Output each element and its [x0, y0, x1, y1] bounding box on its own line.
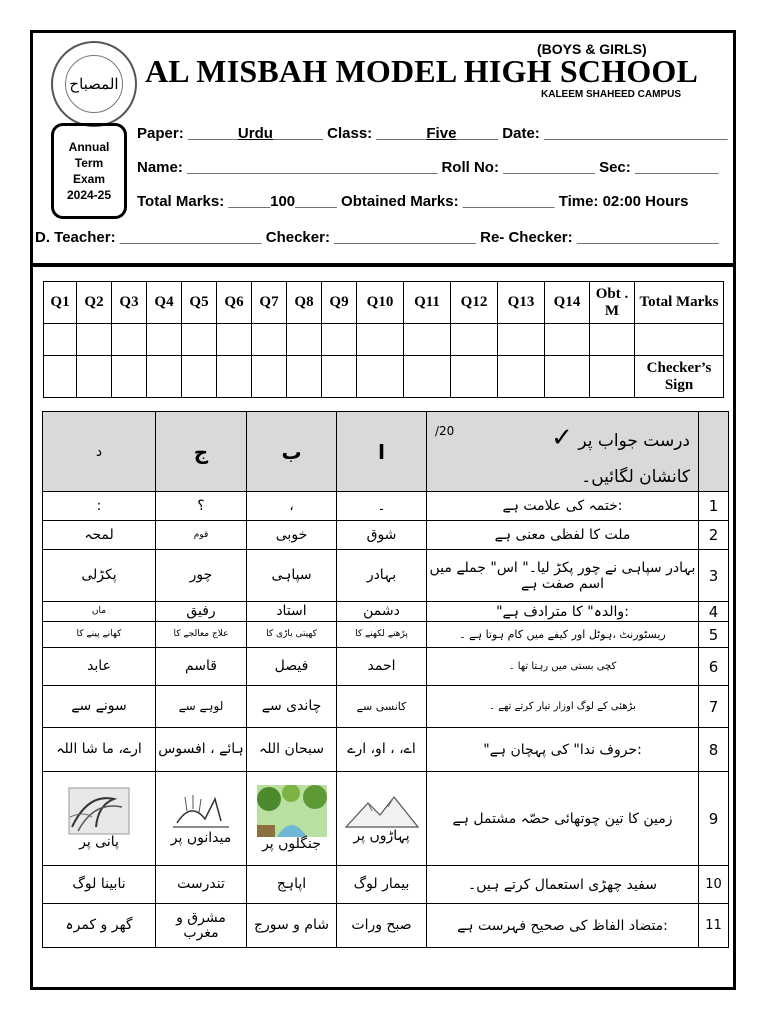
check-mark-icon: ✓ — [551, 423, 573, 453]
term-line: Exam — [72, 172, 106, 186]
total-marks-tail: _____ — [295, 193, 337, 210]
mark-cell[interactable] — [252, 324, 287, 356]
mcq-row — [43, 521, 729, 550]
question-text: سفید چھڑی استعمال کرتے ہیں۔ — [427, 866, 699, 904]
rechecker-field[interactable]: Re- Checker: _________________ — [480, 229, 719, 246]
mark-cell[interactable] — [498, 324, 545, 356]
option-c[interactable]: قاسم — [156, 648, 247, 686]
mcq-row — [43, 622, 729, 648]
total-marks-value: 100 — [270, 193, 296, 210]
question-number: 7 — [699, 686, 729, 728]
option-head-a: ا — [337, 412, 427, 492]
forest-icon — [257, 785, 327, 837]
checker-sign-row — [44, 356, 724, 398]
term-line: Annual — [68, 140, 110, 154]
mark-cell[interactable] — [147, 356, 182, 398]
mark-cell[interactable] — [287, 324, 322, 356]
option-a-picture[interactable] — [337, 772, 427, 866]
campus-name: KALEEM SHAHEED CAMPUS — [541, 89, 682, 100]
mark-cell[interactable] — [77, 324, 112, 356]
paper-value[interactable]: Urdu — [237, 125, 273, 142]
option-b[interactable]: شام و سورج — [247, 904, 337, 948]
question-number: 6 — [699, 648, 729, 686]
logo-emblem: المصباح — [65, 55, 123, 113]
question-text: بہادر سپاہی نے چور پکڑ لیا۔" اس" جملے میں اسم صفت ہے — [427, 550, 699, 602]
mark-cell[interactable] — [44, 356, 77, 398]
mark-cell[interactable] — [147, 324, 182, 356]
mark-cell[interactable] — [322, 356, 357, 398]
time-label: Time: 02:00 Hours — [558, 193, 689, 210]
option-b[interactable]: سپاہی — [247, 550, 337, 602]
term-line: Term — [74, 156, 104, 170]
q-header: Q2 — [77, 282, 112, 324]
q-header: Q1 — [44, 282, 77, 324]
question-number: 3 — [699, 550, 729, 602]
paper-tail: ______ — [272, 125, 323, 142]
option-d[interactable]: پکڑلی — [43, 550, 156, 602]
total-marks-label: Total Marks: _____ — [137, 193, 271, 210]
total-marks-header: Total Marks — [635, 282, 724, 324]
option-d[interactable]: کھانے پینے کا — [43, 622, 156, 648]
question-text: :متضاد الفاظ کی صحیح فہرست ہے — [427, 904, 699, 948]
q-header: Q7 — [252, 282, 287, 324]
paper-label: Paper: ______ — [137, 125, 238, 142]
q-header: Q14 — [545, 282, 590, 324]
mcq-row — [43, 602, 729, 622]
mark-cell[interactable] — [182, 356, 217, 398]
question-text: ریسٹورنٹ ،ہوٹل اور کیفے میں کام ہوتا ہے ۔ — [427, 622, 699, 648]
mcq-row — [43, 686, 729, 728]
boys-girls-label: (BOYS & GIRLS) — [537, 41, 647, 57]
question-text: :ختمہ کی علامت ہے — [427, 492, 699, 521]
teacher-field[interactable]: D. Teacher: _________________ — [35, 229, 262, 246]
term-box — [51, 123, 127, 219]
option-d[interactable]: گھر و کمرہ — [43, 904, 156, 948]
q-header: Q6 — [217, 282, 252, 324]
mcq-table — [42, 411, 729, 948]
mcq-row — [43, 728, 729, 772]
num-head — [699, 412, 729, 492]
instruction-line-2: کانشان لگائیں۔ — [581, 467, 690, 487]
option-c[interactable]: قوم — [156, 521, 247, 550]
obtained-header: Obt . M — [590, 282, 635, 324]
question-number: 4 — [699, 602, 729, 622]
option-d-picture[interactable] — [43, 772, 156, 866]
mcq-row — [43, 772, 729, 866]
mark-cell[interactable] — [635, 324, 724, 356]
mcq-score: /20 — [435, 424, 455, 438]
q-header: Q9 — [322, 282, 357, 324]
question-number: 11 — [699, 904, 729, 948]
exam-paper — [30, 30, 736, 990]
option-b[interactable]: استاد — [247, 602, 337, 622]
option-b[interactable]: اپاہج — [247, 866, 337, 904]
marks-table — [43, 281, 724, 398]
marks-header-row — [44, 282, 724, 324]
option-b[interactable]: ، — [247, 492, 337, 521]
mark-cell[interactable] — [44, 324, 77, 356]
mark-cell[interactable] — [545, 356, 590, 398]
mark-cell[interactable] — [404, 356, 451, 398]
school-logo — [51, 41, 137, 127]
checker-field[interactable]: Checker: _________________ — [265, 229, 476, 246]
option-d[interactable]: ماں — [43, 602, 156, 622]
option-head-d: د — [43, 412, 156, 492]
instruction-line — [551, 420, 690, 459]
option-c-picture[interactable] — [156, 772, 247, 866]
q-header: Q13 — [498, 282, 545, 324]
mark-cell[interactable] — [451, 324, 498, 356]
section-field[interactable]: Sec: __________ — [599, 159, 719, 176]
mark-cell[interactable] — [217, 356, 252, 398]
option-c[interactable]: تندرست — [156, 866, 247, 904]
mark-cell[interactable] — [112, 356, 147, 398]
option-a[interactable]: شوق — [337, 521, 427, 550]
option-b-picture[interactable] — [247, 772, 337, 866]
option-d[interactable]: لمحہ — [43, 521, 156, 550]
option-d[interactable]: نابینا لوگ — [43, 866, 156, 904]
mark-cell[interactable] — [217, 324, 252, 356]
question-number: 1 — [699, 492, 729, 521]
question-number: 5 — [699, 622, 729, 648]
option-b[interactable]: سبحان اللہ — [247, 728, 337, 772]
marks-time-line — [137, 193, 688, 210]
option-b[interactable]: چاندی سے — [247, 686, 337, 728]
option-a[interactable]: اے، ، او، ارے — [337, 728, 427, 772]
instruction-line-1: درست جواب پر — [578, 431, 690, 451]
marks-entry-row — [44, 324, 724, 356]
mark-cell[interactable] — [590, 324, 635, 356]
option-head-b: ب — [247, 412, 337, 492]
class-tail: _____ — [456, 125, 499, 142]
question-text: زمین کا تین چوتھائی حصّہ مشتمل ہے — [427, 772, 699, 866]
q-header: Q8 — [287, 282, 322, 324]
mark-cell[interactable] — [182, 324, 217, 356]
date-field[interactable]: Date: ______________________ — [502, 125, 728, 142]
mcq-row — [43, 550, 729, 602]
mcq-row — [43, 904, 729, 948]
option-a[interactable]: کانسی سے — [337, 686, 427, 728]
mark-cell[interactable] — [77, 356, 112, 398]
option-a[interactable]: پڑھنے لکھنے کا — [337, 622, 427, 648]
option-b[interactable]: فیصل — [247, 648, 337, 686]
teacher-checker-line — [35, 229, 719, 246]
q-header: Q3 — [112, 282, 147, 324]
mcq-instruction — [427, 412, 699, 492]
option-d: پانی پر — [79, 834, 119, 850]
option-b: جنگلوں پر — [262, 836, 321, 852]
mark-cell[interactable] — [357, 356, 404, 398]
option-c[interactable]: رفیق — [156, 602, 247, 622]
question-text: کچی بستی میں رہتا تھا ۔ — [427, 648, 699, 686]
option-a[interactable]: احمد — [337, 648, 427, 686]
obtained-marks-field[interactable]: Obtained Marks: ___________ — [341, 193, 555, 210]
option-d[interactable]: سونے سے — [43, 686, 156, 728]
mark-cell[interactable] — [252, 356, 287, 398]
option-b[interactable]: کھیتی باڑی کا — [247, 622, 337, 648]
question-text: ملت کا لفظی معنی ہے — [427, 521, 699, 550]
plains-sketch-icon — [171, 791, 231, 831]
option-a[interactable]: بہادر — [337, 550, 427, 602]
option-a[interactable]: دشمن — [337, 602, 427, 622]
option-a[interactable]: صبح ورات — [337, 904, 427, 948]
name-field[interactable]: Name: ______________________________ — [137, 159, 438, 176]
option-c[interactable]: چور — [156, 550, 247, 602]
mark-cell[interactable] — [322, 324, 357, 356]
roll-no-field[interactable]: Roll No: ___________ — [441, 159, 595, 176]
name-roll-sec-line — [137, 159, 718, 176]
term-line: 2024-25 — [66, 188, 112, 202]
q-header: Q4 — [147, 282, 182, 324]
mcq-header-row — [43, 412, 729, 492]
question-text: :حروف ندا" کی پہچان ہے" — [427, 728, 699, 772]
mcq-row — [43, 648, 729, 686]
option-c[interactable]: علاج معالجے کا — [156, 622, 247, 648]
option-d[interactable]: عابد — [43, 648, 156, 686]
instruction-text — [551, 420, 690, 492]
exam-header — [33, 33, 733, 267]
option-head-c: ج — [156, 412, 247, 492]
question-number: 2 — [699, 521, 729, 550]
option-a: پہاڑوں پر — [353, 828, 410, 844]
question-text: بڑھئی کے لوگ اوزار تیار کرتے تھے ۔ — [427, 686, 699, 728]
water-wave-icon — [68, 787, 130, 835]
school-name: AL MISBAH MODEL HIGH SCHOOL — [145, 53, 699, 89]
question-number: 10 — [699, 866, 729, 904]
q-header: Q10 — [357, 282, 404, 324]
option-c[interactable]: مشرق و مغرب — [156, 904, 247, 948]
mark-cell[interactable] — [404, 324, 451, 356]
mcq-row — [43, 866, 729, 904]
option-d[interactable]: ارے، ما شا اللہ — [43, 728, 156, 772]
question-number: 8 — [699, 728, 729, 772]
mcq-row — [43, 492, 729, 521]
option-a[interactable]: بیمار لوگ — [337, 866, 427, 904]
mark-cell[interactable] — [545, 324, 590, 356]
option-c[interactable]: ہائے ، افسوس — [156, 728, 247, 772]
option-c[interactable]: لوہے سے — [156, 686, 247, 728]
option-c: میدانوں پر — [170, 830, 232, 846]
question-number: 9 — [699, 772, 729, 866]
mark-cell[interactable] — [498, 356, 545, 398]
question-text: :والدہ" کا مترادف ہے" — [427, 602, 699, 622]
mark-cell[interactable] — [357, 324, 404, 356]
option-d[interactable]: : — [43, 492, 156, 521]
option-b[interactable]: خوبی — [247, 521, 337, 550]
paper-class-date-line — [137, 125, 728, 142]
class-value[interactable]: Five — [426, 125, 457, 142]
mark-cell[interactable] — [451, 356, 498, 398]
class-label: Class: ______ — [327, 125, 427, 142]
mark-cell[interactable] — [112, 324, 147, 356]
q-header: Q5 — [182, 282, 217, 324]
q-header: Q12 — [451, 282, 498, 324]
mark-cell[interactable] — [590, 356, 635, 398]
mountains-icon — [344, 793, 420, 829]
option-c[interactable]: ؟ — [156, 492, 247, 521]
q-header: Q11 — [404, 282, 451, 324]
option-a[interactable]: ۔ — [337, 492, 427, 521]
checker-sign-label: Checker’s Sign — [635, 356, 724, 398]
mark-cell[interactable] — [287, 356, 322, 398]
